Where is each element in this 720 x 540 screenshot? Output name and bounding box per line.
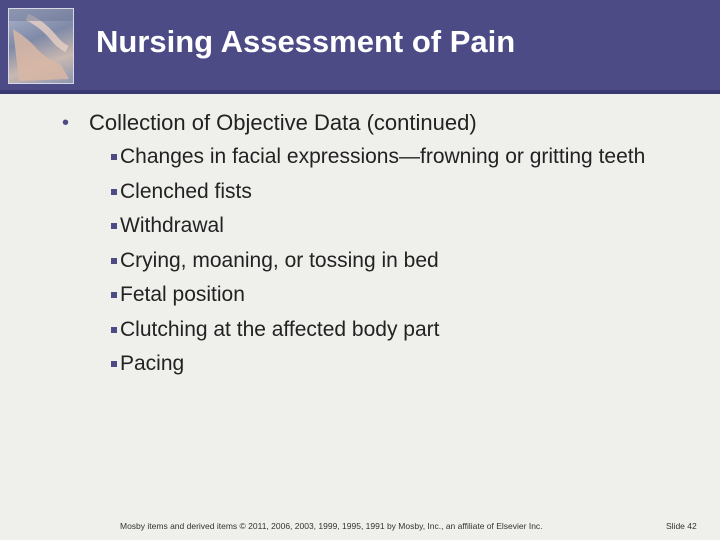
list-item-text: Clenched fists xyxy=(120,179,252,203)
square-bullet-icon xyxy=(111,154,117,160)
square-bullet-icon xyxy=(111,361,117,367)
square-bullet-icon xyxy=(111,223,117,229)
list-item xyxy=(62,282,660,308)
title-bar-divider xyxy=(0,90,720,94)
list-item xyxy=(62,144,660,170)
slide-number: Slide 42 xyxy=(666,521,697,531)
bullet-dot-icon: • xyxy=(62,112,70,134)
list-item-text: Clutching at the affected body part xyxy=(120,317,440,341)
list-item xyxy=(62,179,660,205)
list-item xyxy=(62,317,660,343)
hands-photo-icon xyxy=(9,9,73,83)
list-item-text: Withdrawal xyxy=(120,214,224,237)
square-bullet-icon xyxy=(111,189,117,195)
list-item xyxy=(62,351,660,377)
slide-body xyxy=(62,108,682,386)
list-item xyxy=(62,248,660,274)
square-bullet-icon xyxy=(111,327,117,333)
main-bullet-text: Collection of Objective Data (continued) xyxy=(89,110,477,135)
main-bullet xyxy=(62,108,682,138)
sub-bullet-list xyxy=(62,144,682,377)
square-bullet-icon xyxy=(111,258,117,264)
header-photo xyxy=(8,8,74,84)
list-item-text: Pacing xyxy=(120,352,185,375)
list-item-text: Fetal position xyxy=(120,283,245,306)
list-item xyxy=(62,213,660,239)
page-title: Nursing Assessment of Pain xyxy=(96,24,516,59)
list-item-text: Changes in facial expressions—frowning or gritting teeth xyxy=(120,145,646,168)
square-bullet-icon xyxy=(111,292,117,298)
copyright-footer: Mosby items and derived items © 2011, 2006, 2003, 1999, 1995, 1991 by Mosby, Inc., an affiliate of Elsevier Inc. xyxy=(120,521,543,531)
list-item-text: Crying, moaning, or tossing in bed xyxy=(120,248,439,272)
